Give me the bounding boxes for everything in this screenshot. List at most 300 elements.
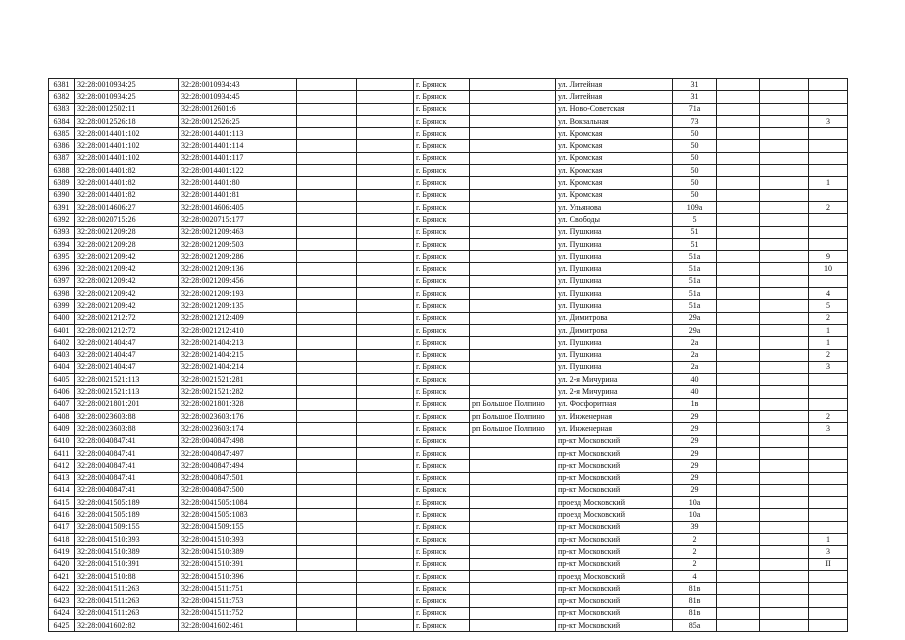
apartment-number-cell xyxy=(809,140,848,152)
city-cell: г. Брянск xyxy=(414,324,470,336)
settlement-cell xyxy=(470,546,556,558)
settlement-cell xyxy=(470,484,556,496)
city-cell: г. Брянск xyxy=(414,607,470,619)
city-cell: г. Брянск xyxy=(414,349,470,361)
street-cell: ул. Кромская xyxy=(556,128,673,140)
column-11-cell xyxy=(760,189,809,201)
settlement-cell xyxy=(470,251,556,263)
table-row xyxy=(49,103,848,115)
street-cell: ул. Кромская xyxy=(556,152,673,164)
land-cadastral-number-cell: 32:28:0021209:28 xyxy=(75,226,179,238)
column-4-cell xyxy=(297,79,357,91)
house-number-cell: 29а xyxy=(673,312,717,324)
object-cadastral-number-cell: 32:28:0040847:500 xyxy=(179,484,297,496)
row-number-cell: 6411 xyxy=(49,447,75,459)
column-11-cell xyxy=(760,361,809,373)
column-4-cell xyxy=(297,140,357,152)
settlement-cell xyxy=(470,226,556,238)
apartment-number-cell: 3 xyxy=(809,115,848,127)
street-cell: пр-кт Московский xyxy=(556,533,673,545)
column-4-cell xyxy=(297,238,357,250)
land-cadastral-number-cell: 32:28:0041505:189 xyxy=(75,497,179,509)
apartment-number-cell: 2 xyxy=(809,201,848,213)
column-5-cell xyxy=(357,374,414,386)
column-4-cell xyxy=(297,558,357,570)
city-cell: г. Брянск xyxy=(414,214,470,226)
street-cell: ул. Кромская xyxy=(556,177,673,189)
column-5-cell xyxy=(357,312,414,324)
apartment-number-cell xyxy=(809,607,848,619)
land-cadastral-number-cell: 32:28:0023603:88 xyxy=(75,411,179,423)
land-cadastral-number-cell: 32:28:0040847:41 xyxy=(75,435,179,447)
table-row xyxy=(49,165,848,177)
land-cadastral-number-cell: 32:28:0040847:41 xyxy=(75,460,179,472)
street-cell: ул. Кромская xyxy=(556,189,673,201)
column-11-cell xyxy=(760,177,809,189)
land-cadastral-number-cell: 32:28:0041511:263 xyxy=(75,583,179,595)
column-11-cell xyxy=(760,460,809,472)
street-cell: ул. Кромская xyxy=(556,140,673,152)
object-cadastral-number-cell: 32:28:0020715:177 xyxy=(179,214,297,226)
apartment-number-cell: 1 xyxy=(809,337,848,349)
column-11-cell xyxy=(760,374,809,386)
column-4-cell xyxy=(297,226,357,238)
city-cell: г. Брянск xyxy=(414,435,470,447)
row-number-cell: 6403 xyxy=(49,349,75,361)
object-cadastral-number-cell: 32:28:0041510:389 xyxy=(179,546,297,558)
settlement-cell xyxy=(470,238,556,250)
street-cell: пр-кт Московский xyxy=(556,620,673,632)
column-11-cell xyxy=(760,497,809,509)
column-4-cell xyxy=(297,411,357,423)
house-number-cell: 2а xyxy=(673,337,717,349)
settlement-cell xyxy=(470,607,556,619)
building-cell xyxy=(717,300,760,312)
city-cell: г. Брянск xyxy=(414,226,470,238)
building-cell xyxy=(717,435,760,447)
object-cadastral-number-cell: 32:28:0021801:328 xyxy=(179,398,297,410)
land-cadastral-number-cell: 32:28:0021404:47 xyxy=(75,349,179,361)
column-11-cell xyxy=(760,288,809,300)
street-cell: ул. Пушкина xyxy=(556,349,673,361)
object-cadastral-number-cell: 32:28:0014401:81 xyxy=(179,189,297,201)
land-cadastral-number-cell: 32:28:0041602:82 xyxy=(75,620,179,632)
column-5-cell xyxy=(357,263,414,275)
object-cadastral-number-cell: 32:28:0021404:213 xyxy=(179,337,297,349)
table-row xyxy=(49,558,848,570)
table-row xyxy=(49,435,848,447)
house-number-cell: 51а xyxy=(673,300,717,312)
row-number-cell: 6390 xyxy=(49,189,75,201)
building-cell xyxy=(717,386,760,398)
column-4-cell xyxy=(297,103,357,115)
object-cadastral-number-cell: 32:28:0021209:136 xyxy=(179,263,297,275)
building-cell xyxy=(717,226,760,238)
table-row xyxy=(49,570,848,582)
table-row xyxy=(49,546,848,558)
building-cell xyxy=(717,288,760,300)
column-4-cell xyxy=(297,472,357,484)
column-5-cell xyxy=(357,91,414,103)
row-number-cell: 6409 xyxy=(49,423,75,435)
settlement-cell xyxy=(470,583,556,595)
land-cadastral-number-cell: 32:28:0010934:25 xyxy=(75,79,179,91)
row-number-cell: 6413 xyxy=(49,472,75,484)
object-cadastral-number-cell: 32:28:0041505:1083 xyxy=(179,509,297,521)
building-cell xyxy=(717,558,760,570)
land-cadastral-number-cell: 32:28:0021209:42 xyxy=(75,300,179,312)
column-11-cell xyxy=(760,583,809,595)
table-row xyxy=(49,288,848,300)
column-11-cell xyxy=(760,447,809,459)
apartment-number-cell: 3 xyxy=(809,423,848,435)
table-row xyxy=(49,79,848,91)
column-11-cell xyxy=(760,620,809,632)
row-number-cell: 6412 xyxy=(49,460,75,472)
house-number-cell: 29 xyxy=(673,460,717,472)
object-cadastral-number-cell: 32:28:0041510:393 xyxy=(179,533,297,545)
column-11-cell xyxy=(760,312,809,324)
object-cadastral-number-cell: 32:28:0023603:174 xyxy=(179,423,297,435)
row-number-cell: 6386 xyxy=(49,140,75,152)
house-number-cell: 10а xyxy=(673,509,717,521)
street-cell: ул. Пушкина xyxy=(556,275,673,287)
table-row xyxy=(49,128,848,140)
column-4-cell xyxy=(297,361,357,373)
row-number-cell: 6410 xyxy=(49,435,75,447)
row-number-cell: 6396 xyxy=(49,263,75,275)
city-cell: г. Брянск xyxy=(414,115,470,127)
column-4-cell xyxy=(297,177,357,189)
column-4-cell xyxy=(297,201,357,213)
column-5-cell xyxy=(357,349,414,361)
house-number-cell: 85а xyxy=(673,620,717,632)
column-4-cell xyxy=(297,509,357,521)
column-4-cell xyxy=(297,484,357,496)
settlement-cell xyxy=(470,558,556,570)
house-number-cell: 2 xyxy=(673,533,717,545)
table-row xyxy=(49,484,848,496)
settlement-cell xyxy=(470,361,556,373)
column-4-cell xyxy=(297,300,357,312)
building-cell xyxy=(717,152,760,164)
settlement-cell xyxy=(470,275,556,287)
street-cell: ул. Инженерная xyxy=(556,423,673,435)
settlement-cell: рп Большое Полпино xyxy=(470,423,556,435)
column-11-cell xyxy=(760,546,809,558)
house-number-cell: 40 xyxy=(673,374,717,386)
row-number-cell: 6391 xyxy=(49,201,75,213)
land-cadastral-number-cell: 32:28:0021521:113 xyxy=(75,386,179,398)
column-11-cell xyxy=(760,435,809,447)
row-number-cell: 6415 xyxy=(49,497,75,509)
settlement-cell xyxy=(470,324,556,336)
building-cell xyxy=(717,570,760,582)
house-number-cell: 4 xyxy=(673,570,717,582)
city-cell: г. Брянск xyxy=(414,386,470,398)
apartment-number-cell: 4 xyxy=(809,288,848,300)
row-number-cell: 6389 xyxy=(49,177,75,189)
column-5-cell xyxy=(357,361,414,373)
column-5-cell xyxy=(357,546,414,558)
house-number-cell: 50 xyxy=(673,128,717,140)
object-cadastral-number-cell: 32:28:0014606:405 xyxy=(179,201,297,213)
street-cell: ул. Ново-Советская xyxy=(556,103,673,115)
object-cadastral-number-cell: 32:28:0021209:286 xyxy=(179,251,297,263)
row-number-cell: 6407 xyxy=(49,398,75,410)
land-cadastral-number-cell: 32:28:0041505:189 xyxy=(75,509,179,521)
building-cell xyxy=(717,214,760,226)
apartment-number-cell xyxy=(809,435,848,447)
land-cadastral-number-cell: 32:28:0021404:47 xyxy=(75,361,179,373)
table-row xyxy=(49,140,848,152)
row-number-cell: 6406 xyxy=(49,386,75,398)
house-number-cell: 1в xyxy=(673,398,717,410)
table-row xyxy=(49,115,848,127)
column-4-cell xyxy=(297,165,357,177)
table-row xyxy=(49,533,848,545)
settlement-cell: рп Большое Полпино xyxy=(470,398,556,410)
street-cell: ул. Пушкина xyxy=(556,251,673,263)
land-cadastral-number-cell: 32:28:0014401:102 xyxy=(75,140,179,152)
street-cell: пр-кт Московский xyxy=(556,583,673,595)
apartment-number-cell: 10 xyxy=(809,263,848,275)
object-cadastral-number-cell: 32:28:0021404:215 xyxy=(179,349,297,361)
table-row xyxy=(49,595,848,607)
land-cadastral-number-cell: 32:28:0021209:42 xyxy=(75,288,179,300)
land-cadastral-number-cell: 32:28:0041511:263 xyxy=(75,607,179,619)
land-cadastral-number-cell: 32:28:0010934:25 xyxy=(75,91,179,103)
settlement-cell xyxy=(470,214,556,226)
row-number-cell: 6392 xyxy=(49,214,75,226)
column-11-cell xyxy=(760,263,809,275)
house-number-cell: 51 xyxy=(673,226,717,238)
street-cell: ул. 2-я Мичурина xyxy=(556,386,673,398)
row-number-cell: 6398 xyxy=(49,288,75,300)
settlement-cell xyxy=(470,460,556,472)
street-cell: ул. Свободы xyxy=(556,214,673,226)
object-cadastral-number-cell: 32:28:0014401:114 xyxy=(179,140,297,152)
city-cell: г. Брянск xyxy=(414,165,470,177)
table-row xyxy=(49,189,848,201)
land-cadastral-number-cell: 32:28:0021209:42 xyxy=(75,263,179,275)
column-5-cell xyxy=(357,570,414,582)
row-number-cell: 6387 xyxy=(49,152,75,164)
column-5-cell xyxy=(357,140,414,152)
settlement-cell xyxy=(470,165,556,177)
column-11-cell xyxy=(760,214,809,226)
column-4-cell xyxy=(297,288,357,300)
apartment-number-cell: II xyxy=(809,558,848,570)
settlement-cell xyxy=(470,595,556,607)
city-cell: г. Брянск xyxy=(414,546,470,558)
building-cell xyxy=(717,324,760,336)
column-11-cell xyxy=(760,533,809,545)
column-4-cell xyxy=(297,189,357,201)
table-row xyxy=(49,607,848,619)
city-cell: г. Брянск xyxy=(414,152,470,164)
land-cadastral-number-cell: 32:28:0014401:102 xyxy=(75,128,179,140)
apartment-number-cell: 1 xyxy=(809,533,848,545)
land-cadastral-number-cell: 32:28:0021209:28 xyxy=(75,238,179,250)
column-4-cell xyxy=(297,337,357,349)
apartment-number-cell xyxy=(809,214,848,226)
row-number-cell: 6420 xyxy=(49,558,75,570)
object-cadastral-number-cell: 32:28:0021521:281 xyxy=(179,374,297,386)
table-row xyxy=(49,349,848,361)
street-cell: пр-кт Московский xyxy=(556,472,673,484)
column-5-cell xyxy=(357,521,414,533)
column-5-cell xyxy=(357,435,414,447)
apartment-number-cell: 9 xyxy=(809,251,848,263)
object-cadastral-number-cell: 32:28:0021212:409 xyxy=(179,312,297,324)
land-cadastral-number-cell: 32:28:0021209:42 xyxy=(75,251,179,263)
street-cell: проезд Московский xyxy=(556,570,673,582)
column-5-cell xyxy=(357,620,414,632)
house-number-cell: 29 xyxy=(673,435,717,447)
city-cell: г. Брянск xyxy=(414,472,470,484)
land-cadastral-number-cell: 32:28:0021212:72 xyxy=(75,324,179,336)
column-11-cell xyxy=(760,411,809,423)
apartment-number-cell xyxy=(809,447,848,459)
building-cell xyxy=(717,238,760,250)
column-4-cell xyxy=(297,423,357,435)
house-number-cell: 51а xyxy=(673,288,717,300)
land-cadastral-number-cell: 32:28:0012526:18 xyxy=(75,115,179,127)
apartment-number-cell xyxy=(809,275,848,287)
apartment-number-cell xyxy=(809,165,848,177)
house-number-cell: 31 xyxy=(673,91,717,103)
row-number-cell: 6425 xyxy=(49,620,75,632)
land-cadastral-number-cell: 32:28:0021209:42 xyxy=(75,275,179,287)
row-number-cell: 6400 xyxy=(49,312,75,324)
column-4-cell xyxy=(297,275,357,287)
building-cell xyxy=(717,472,760,484)
row-number-cell: 6417 xyxy=(49,521,75,533)
column-11-cell xyxy=(760,386,809,398)
building-cell xyxy=(717,620,760,632)
building-cell xyxy=(717,275,760,287)
settlement-cell xyxy=(470,201,556,213)
settlement-cell xyxy=(470,300,556,312)
object-cadastral-number-cell: 32:28:0021209:456 xyxy=(179,275,297,287)
table-row xyxy=(49,337,848,349)
house-number-cell: 51а xyxy=(673,263,717,275)
object-cadastral-number-cell: 32:28:0014401:117 xyxy=(179,152,297,164)
house-number-cell: 2 xyxy=(673,558,717,570)
object-cadastral-number-cell: 32:28:0014401:113 xyxy=(179,128,297,140)
column-5-cell xyxy=(357,152,414,164)
street-cell: ул. 2-я Мичурина xyxy=(556,374,673,386)
row-number-cell: 6418 xyxy=(49,533,75,545)
city-cell: г. Брянск xyxy=(414,201,470,213)
object-cadastral-number-cell: 32:28:0040847:501 xyxy=(179,472,297,484)
column-5-cell xyxy=(357,472,414,484)
city-cell: г. Брянск xyxy=(414,300,470,312)
column-4-cell xyxy=(297,521,357,533)
column-11-cell xyxy=(760,201,809,213)
table-row xyxy=(49,91,848,103)
column-11-cell xyxy=(760,238,809,250)
column-11-cell xyxy=(760,103,809,115)
column-4-cell xyxy=(297,324,357,336)
table-row xyxy=(49,152,848,164)
table-row xyxy=(49,374,848,386)
city-cell: г. Брянск xyxy=(414,91,470,103)
land-cadastral-number-cell: 32:28:0021404:47 xyxy=(75,337,179,349)
land-cadastral-number-cell: 32:28:0041510:391 xyxy=(75,558,179,570)
column-5-cell xyxy=(357,460,414,472)
house-number-cell: 2а xyxy=(673,361,717,373)
house-number-cell: 29 xyxy=(673,423,717,435)
column-11-cell xyxy=(760,226,809,238)
city-cell: г. Брянск xyxy=(414,558,470,570)
house-number-cell: 10а xyxy=(673,497,717,509)
land-cadastral-number-cell: 32:28:0021212:72 xyxy=(75,312,179,324)
row-number-cell: 6385 xyxy=(49,128,75,140)
row-number-cell: 6384 xyxy=(49,115,75,127)
land-cadastral-number-cell: 32:28:0021801:201 xyxy=(75,398,179,410)
row-number-cell: 6423 xyxy=(49,595,75,607)
settlement-cell xyxy=(470,497,556,509)
land-cadastral-number-cell: 32:28:0040847:41 xyxy=(75,484,179,496)
column-5-cell xyxy=(357,484,414,496)
street-cell: ул. Пушкина xyxy=(556,300,673,312)
apartment-number-cell xyxy=(809,79,848,91)
building-cell xyxy=(717,411,760,423)
property-registry-table xyxy=(48,78,848,632)
building-cell xyxy=(717,533,760,545)
column-5-cell xyxy=(357,226,414,238)
apartment-number-cell: 2 xyxy=(809,411,848,423)
building-cell xyxy=(717,312,760,324)
land-cadastral-number-cell: 32:28:0040847:41 xyxy=(75,447,179,459)
city-cell: г. Брянск xyxy=(414,177,470,189)
row-number-cell: 6414 xyxy=(49,484,75,496)
column-5-cell xyxy=(357,300,414,312)
street-cell: ул. Фосфоритная xyxy=(556,398,673,410)
column-4-cell xyxy=(297,546,357,558)
settlement-cell xyxy=(470,288,556,300)
city-cell: г. Брянск xyxy=(414,251,470,263)
apartment-number-cell xyxy=(809,460,848,472)
column-5-cell xyxy=(357,386,414,398)
column-11-cell xyxy=(760,251,809,263)
object-cadastral-number-cell: 32:28:0010934:45 xyxy=(179,91,297,103)
building-cell xyxy=(717,447,760,459)
table-row xyxy=(49,472,848,484)
settlement-cell xyxy=(470,177,556,189)
city-cell: г. Брянск xyxy=(414,509,470,521)
column-11-cell xyxy=(760,398,809,410)
city-cell: г. Брянск xyxy=(414,411,470,423)
row-number-cell: 6382 xyxy=(49,91,75,103)
table-row xyxy=(49,460,848,472)
settlement-cell xyxy=(470,115,556,127)
object-cadastral-number-cell: 32:28:0041509:155 xyxy=(179,521,297,533)
column-5-cell xyxy=(357,128,414,140)
street-cell: ул. Вокзальная xyxy=(556,115,673,127)
object-cadastral-number-cell: 32:28:0040847:497 xyxy=(179,447,297,459)
column-11-cell xyxy=(760,607,809,619)
land-cadastral-number-cell: 32:28:0041509:155 xyxy=(75,521,179,533)
column-4-cell xyxy=(297,583,357,595)
city-cell: г. Брянск xyxy=(414,595,470,607)
house-number-cell: 29 xyxy=(673,411,717,423)
building-cell xyxy=(717,546,760,558)
object-cadastral-number-cell: 32:28:0041510:396 xyxy=(179,570,297,582)
building-cell xyxy=(717,374,760,386)
